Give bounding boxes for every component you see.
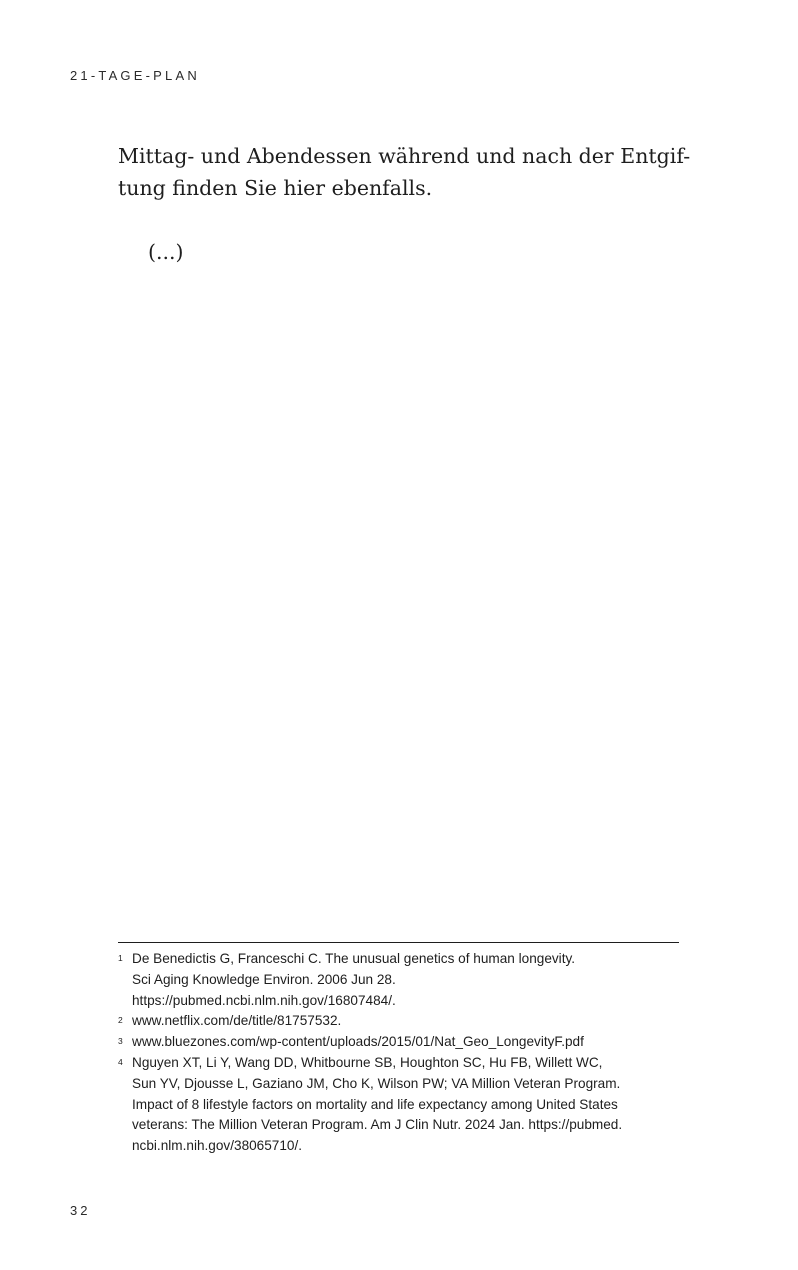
footnote-link[interactable]: https://pubmed.ncbi.nlm.nih.gov/16807484/.	[132, 992, 396, 1008]
footnote-line: Nguyen XT, Li Y, Wang DD, Whitbourne SB, Houghton SC, Hu FB, Willett WC,	[132, 1054, 603, 1070]
footnotes	[118, 949, 679, 1157]
footnote-link[interactable]: www.netflix.com/de/title/81757532.	[132, 1013, 342, 1029]
running-head: 21-TAGE-PLAN	[70, 68, 200, 83]
footnote-line: Sci Aging Knowledge Environ. 2006 Jun 28.	[132, 971, 396, 987]
footnote-link[interactable]: ncbi.nlm.nih.gov/38065710/.	[132, 1138, 303, 1154]
footnote-divider	[118, 942, 679, 943]
footnote-line: Sun YV, Djousse L, Gaziano JM, Cho K, Wilson PW; VA Million Veteran Program.	[132, 1075, 621, 1091]
footnote-number: 4	[118, 1056, 123, 1067]
footnote	[118, 1011, 679, 1032]
body-line: Mittag- und Abendessen während und nach der Entgif-	[118, 144, 691, 168]
footnote-number: 2	[118, 1015, 123, 1026]
footnote	[118, 1053, 679, 1157]
page-number: 32	[70, 1203, 91, 1218]
body-paragraph	[118, 140, 691, 204]
body-line: tung finden Sie hier ebenfalls.	[118, 176, 433, 200]
footnote	[118, 1032, 679, 1053]
footnote-line: Impact of 8 lifestyle factors on mortality and life expectancy among United States	[132, 1096, 618, 1112]
footnote-line: veterans: The Million Veteran Program. Am J Clin Nutr. 2024 Jan. https://pubmed.	[132, 1117, 623, 1133]
footnote	[118, 949, 679, 1011]
footnote-number: 3	[118, 1036, 123, 1047]
footnote-line: De Benedictis G, Franceschi C. The unusual genetics of human longevity.	[132, 951, 576, 966]
omission-marker: (...)	[148, 240, 184, 264]
footnote-number: 1	[118, 953, 123, 963]
footnote-link[interactable]: www.bluezones.com/wp-content/uploads/2015/01/Nat_Geo_LongevityF.pdf	[132, 1034, 584, 1050]
